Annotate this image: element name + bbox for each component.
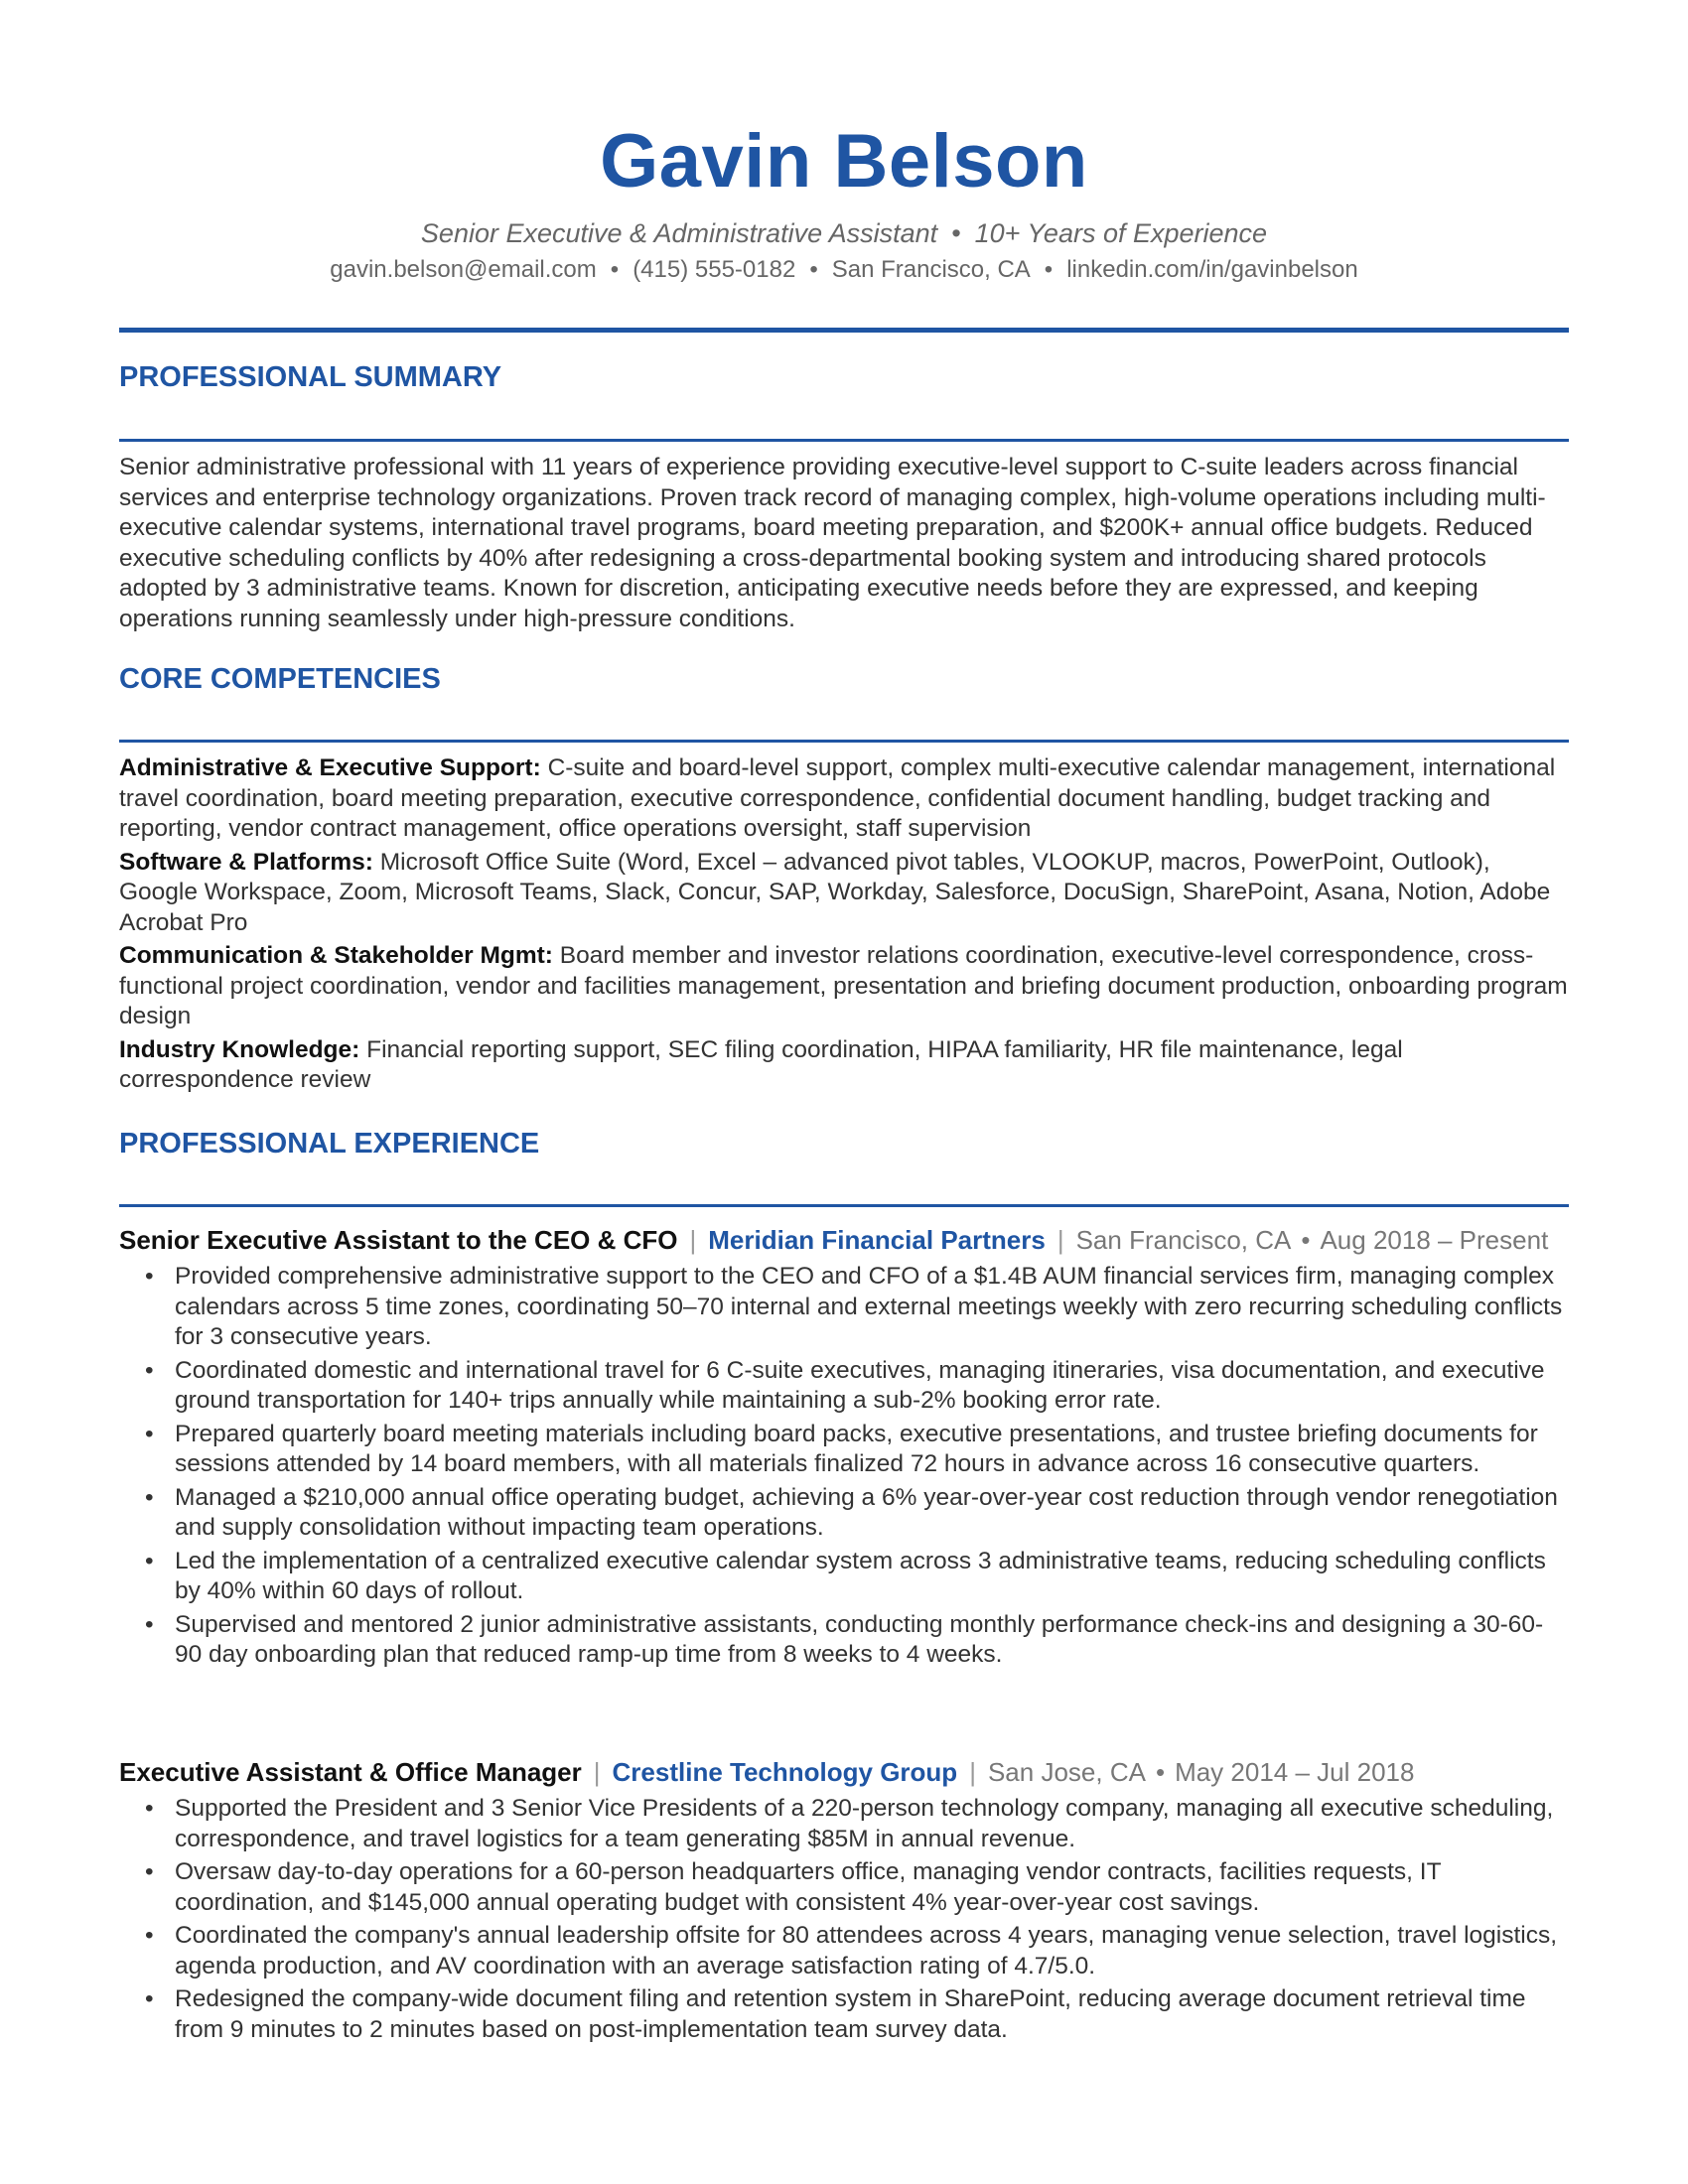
job-company: Crestline Technology Group xyxy=(612,1757,958,1787)
job-dates: Aug 2018 – Present xyxy=(1320,1225,1549,1255)
contact-linkedin[interactable]: linkedin.com/in/gavinbelson xyxy=(1066,256,1358,283)
bullet-text: Led the implementation of a centralized executive calendar system across 3 administrative teams, reducing scheduling conflicts by 40% within 60 days of rollout. xyxy=(175,1547,1546,1604)
contact-separator: • xyxy=(610,256,620,283)
competency-item xyxy=(119,1035,1569,1096)
job-role: Executive Assistant & Office Manager xyxy=(119,1757,582,1787)
job-bullet xyxy=(145,1483,1569,1544)
header-divider xyxy=(119,328,1569,333)
competency-label: Administrative & Executive Support: xyxy=(119,754,541,781)
job-bullet xyxy=(145,1356,1569,1417)
competency-label: Industry Knowledge: xyxy=(119,1035,360,1063)
competency-text: Microsoft Office Suite (Word, Excel – advanced pivot tables, VLOOKUP, macros, PowerPoint, Outlook), Google Workspace, Zoom, Microsoft Teams, Slack, Concur, SAP, Workday, Salesforce, DocuSign, SharePoint, Asana, Notion, Adobe Acrobat Pro xyxy=(119,848,1551,936)
resume-page xyxy=(119,0,1569,2043)
job-entry xyxy=(119,1757,1569,2048)
bullet-mark: • xyxy=(145,1547,154,1574)
headline-role: Senior Executive & Administrative Assistant xyxy=(420,218,938,248)
headline-separator: • xyxy=(951,218,961,248)
bullet-mark: • xyxy=(145,1795,154,1822)
job-bullets xyxy=(119,1262,1569,1671)
competency-label: Communication & Stakeholder Mgmt: xyxy=(119,942,553,969)
job-bullet xyxy=(145,1984,1569,2045)
job-bullet xyxy=(145,1610,1569,1671)
summary-divider xyxy=(119,439,1569,442)
job-bullet xyxy=(145,1857,1569,1918)
job-bullet xyxy=(145,1794,1569,1854)
contact-location: San Francisco, CA xyxy=(831,256,1031,283)
job-separator: | xyxy=(1056,1225,1064,1255)
bullet-text: Prepared quarterly board meeting materials including board packs, executive presentations, and trustee briefing documents for sessions attended by 14 board members, with all materials finalized 72 hours in advance across 16 consecutive quarters. xyxy=(175,1420,1538,1477)
summary-text: Senior administrative professional with 11 years of experience providing executive-level support to C-suite leaders across financial services and enterprise technology organizations. Proven track record of managing complex, high-volume operations including multi-executive calendar systems, international travel programs, board meeting preparation, and $200K+ annual office budgets. Reduced executive scheduling conflicts by 40% after redesigning a cross-departmental booking system and introducing shared protocols adopted by 3 administrative teams. Known for discretion, anticipating executive needs before they are expressed, and keeping operations running seamlessly under high-pressure conditions. xyxy=(119,454,1546,632)
contact-separator: • xyxy=(1044,256,1054,283)
competency-text: Board member and investor relations coordination, executive-level correspondence, cross-functional project coordination, vendor and facilities management, presentation and briefing document production, onboarding program design xyxy=(119,942,1568,1029)
job-separator: | xyxy=(593,1757,601,1787)
job-bullet xyxy=(145,1420,1569,1480)
candidate-name: Gavin Belson xyxy=(600,119,1088,204)
bullet-text: Supervised and mentored 2 junior administrative assistants, conducting monthly performance check-ins and designing a 30-60-90 day onboarding plan that reduced ramp-up time from 8 weeks to 4 weeks. xyxy=(175,1610,1544,1668)
bullet-mark: • xyxy=(145,1922,154,1949)
contact-phone: (415) 555-0182 xyxy=(633,256,796,283)
job-entry xyxy=(119,1225,1569,1674)
competencies-divider xyxy=(119,740,1569,743)
job-bullet xyxy=(145,1262,1569,1353)
bullet-mark: • xyxy=(145,1420,154,1447)
headline xyxy=(119,216,1569,250)
job-header xyxy=(119,1225,1569,1256)
contact-email[interactable]: gavin.belson@email.com xyxy=(330,256,597,283)
job-company: Meridian Financial Partners xyxy=(708,1225,1046,1255)
job-location: San Jose, CA xyxy=(987,1757,1146,1787)
bullet-text: Coordinated the company's annual leadership offsite for 80 attendees across 4 years, managing venue selection, travel logistics, agenda production, and AV coordination with an average satisfaction rating of 4.7/5.0. xyxy=(175,1922,1558,1979)
experience-heading: PROFESSIONAL EXPERIENCE xyxy=(119,1128,540,1160)
bullet-mark: • xyxy=(145,1356,154,1384)
competencies-list xyxy=(119,753,1569,1099)
job-separator: | xyxy=(689,1225,697,1255)
summary-heading: PROFESSIONAL SUMMARY xyxy=(119,361,502,393)
bullet-mark: • xyxy=(145,1610,154,1638)
job-dot: • xyxy=(1301,1225,1311,1255)
job-bullets xyxy=(119,1794,1569,2045)
contact-separator: • xyxy=(809,256,818,283)
headline-years: 10+ Years of Experience xyxy=(974,218,1268,248)
bullet-mark: • xyxy=(145,1985,154,2012)
job-header xyxy=(119,1757,1569,1788)
competency-label: Software & Platforms: xyxy=(119,848,373,876)
bullet-text: Provided comprehensive administrative support to the CEO and CFO of a $1.4B AUM financial services firm, managing complex calendars across 5 time zones, coordinating 50–70 internal and external meetings weekly with zero recurring scheduling conflicts for 3 consecutive years. xyxy=(175,1263,1563,1350)
bullet-text: Supported the President and 3 Senior Vice Presidents of a 220-person technology company, managing all executive scheduling, correspondence, and travel logistics for a team generating $85M in annual revenue. xyxy=(175,1795,1554,1852)
job-role: Senior Executive Assistant to the CEO & CFO xyxy=(119,1225,678,1255)
bullet-mark: • xyxy=(145,1858,154,1885)
bullet-text: Oversaw day-to-day operations for a 60-person headquarters office, managing vendor contracts, facilities requests, IT coordination, and $145,000 annual operating budget with consistent 4% year-over-year cost savings. xyxy=(175,1858,1442,1916)
competency-item xyxy=(119,848,1569,939)
competency-text: Financial reporting support, SEC filing coordination, HIPAA familiarity, HR file maintenance, legal correspondence review xyxy=(119,1035,1403,1093)
contact-line xyxy=(119,254,1569,286)
competency-item xyxy=(119,753,1569,845)
bullet-mark: • xyxy=(145,1483,154,1511)
job-dates: May 2014 – Jul 2018 xyxy=(1175,1757,1415,1787)
job-separator: | xyxy=(969,1757,976,1787)
bullet-mark: • xyxy=(145,1263,154,1290)
job-bullet xyxy=(145,1547,1569,1607)
experience-divider xyxy=(119,1204,1569,1207)
resume-header xyxy=(119,0,1569,286)
bullet-text: Redesigned the company-wide document filing and retention system in SharePoint, reducing average document retrieval time from 9 minutes to 2 minutes based on post-implementation team survey data. xyxy=(175,1985,1526,2043)
bullet-text: Managed a $210,000 annual office operating budget, achieving a 6% year-over-year cost reduction through vendor renegotiation and supply consolidation without impacting team operations. xyxy=(175,1483,1558,1541)
competencies-heading: CORE COMPETENCIES xyxy=(119,663,441,695)
job-bullet xyxy=(145,1921,1569,1981)
competency-text: C-suite and board-level support, complex multi-executive calendar management, international travel coordination, board meeting preparation, executive correspondence, confidential document handling, budget tracking and reporting, vendor contract management, office operations oversight, staff supervision xyxy=(119,754,1556,842)
competency-item xyxy=(119,941,1569,1032)
job-location: San Francisco, CA xyxy=(1075,1225,1292,1255)
bullet-text: Coordinated domestic and international travel for 6 C-suite executives, managing itineraries, visa documentation, and executive ground transportation for 140+ trips annually while maintaining a sub-2% booking error rate. xyxy=(175,1356,1545,1414)
job-dot: • xyxy=(1155,1757,1166,1787)
